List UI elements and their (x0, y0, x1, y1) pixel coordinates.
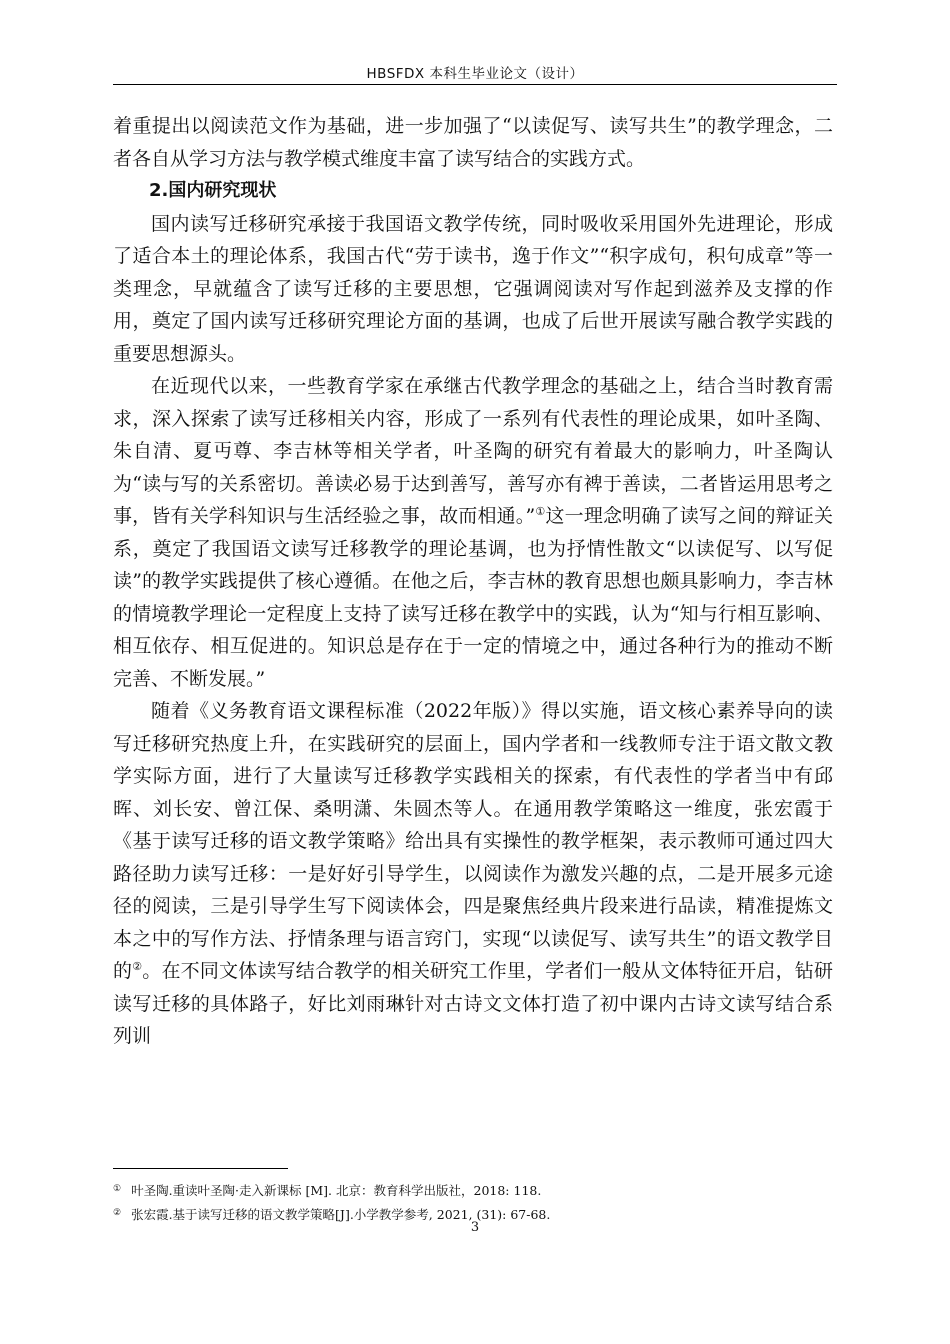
paragraph-text: 随着《义务教育语文课程标准（2022年版）》得以实施，语文核心素养导向的读写迁移研究热度上升，在实践研究的层面上，国内学者和一线教师专注于语文散文教学实际方面，进行了大量读写迁移教学实践相关的探索，有代表性的学者当中有邱晖、刘长安、曾江保、桑明潇、朱圆杰等人。在通用教学策略这一维度，张宏霞于《基于读写迁移的语文教学策略》给出具有实操性的教学框架，表示教师可通过四大路径助力读写迁移：一是好好引导学生，以阅读作为激发兴趣的点，二是开展多元途径的阅读，三是引导学生写下阅读体会，四是聚焦经典片段来进行品读，精准提炼文本之中的写作方法、抒情条理与语言窍门，实现“以读促写、读写共生”的语文教学目的 (113, 700, 833, 982)
header-rule (113, 84, 837, 85)
footnote-1 (113, 1178, 833, 1202)
footnote-text: 叶圣陶.重读叶圣陶·走入新课标 [M]. 北京：教育科学出版社，2018: 118. (131, 1183, 542, 1198)
footnote-mark: ② (113, 1208, 122, 1218)
paragraph-modern-scholars (113, 370, 833, 695)
paragraph-domestic-tradition: 国内读写迁移研究承接于我国语文教学传统，同时吸收采用国外先进理论，形成了适合本土的理论体系，我国古代“劳于读书，逸于作文”“积字成句，积句成章”等一类理念，早就蕴含了读写迁移的主要思想，它强调阅读对写作起到滋养及支撑的作用，奠定了国内读写迁移研究理论方面的基调，也成了后世开展读写融合教学实践的重要思想源头。 (113, 212, 833, 365)
footnote-ref-1[interactable]: ① (535, 505, 546, 518)
paragraph-curriculum-standard (113, 695, 833, 1053)
paragraph-text: 在近现代以来，一些教育学家在承继古代教学理念的基础之上，结合当时教育需求，深入探索了读写迁移相关内容，形成了一系列有代表性的理论成果，如叶圣陶、朱自清、夏丏尊、李吉林等相关学者，叶圣陶的研究有着最大的影响力，叶圣陶认为“读与写的关系密切。善读必易于达到善写，善写亦有裨于善读，二者皆运用思考之事，皆有关学科知识与生活经验之事，故而相通。” (113, 375, 833, 527)
paragraph-continued: 着重提出以阅读范文作为基础，进一步加强了“以读促写、读写共生”的教学理念，二者各自从学习方法与教学模式维度丰富了读写结合的实践方式。 (113, 115, 833, 170)
paragraph-text: 。在不同文体读写结合教学的相关研究工作里，学者们一般从文体特征开启，钻研读写迁移的具体路子，好比刘雨琳针对古诗文文体打造了初中课内古诗文读写结合系列训 (113, 960, 833, 1047)
body-text (113, 110, 833, 1053)
footnote-ref-2[interactable]: ② (132, 960, 143, 973)
footnote-mark: ① (113, 1184, 122, 1194)
footnote-text: 张宏霞.基于读写迁移的语文教学策略[J].小学教学参考, 2021, (31): 67-68. (131, 1207, 551, 1222)
page-number: 3 (470, 1220, 480, 1235)
paragraph-text: 这一理念明确了读写之间的辩证关系，奠定了我国语文读写迁移教学的理论基调，也为抒情性散文“以读促写、以写促读”的教学实践提供了核心遵循。在他之后，李吉林的教育思想也颇具影响力，李吉林的情境教学理论一定程度上支持了读写迁移在教学中的实践，认为“知与行相互影响、相互依存、相互促进的。知识总是存在于一定的情境之中，通过各种行为的推动不断完善、不断发展。” (113, 505, 833, 690)
running-header: HBSFDX 本科生毕业论文（设计） (366, 66, 584, 82)
footnote-rule (113, 1168, 288, 1169)
footnotes (113, 1178, 833, 1226)
section-heading: 2.国内研究现状 (149, 180, 277, 201)
